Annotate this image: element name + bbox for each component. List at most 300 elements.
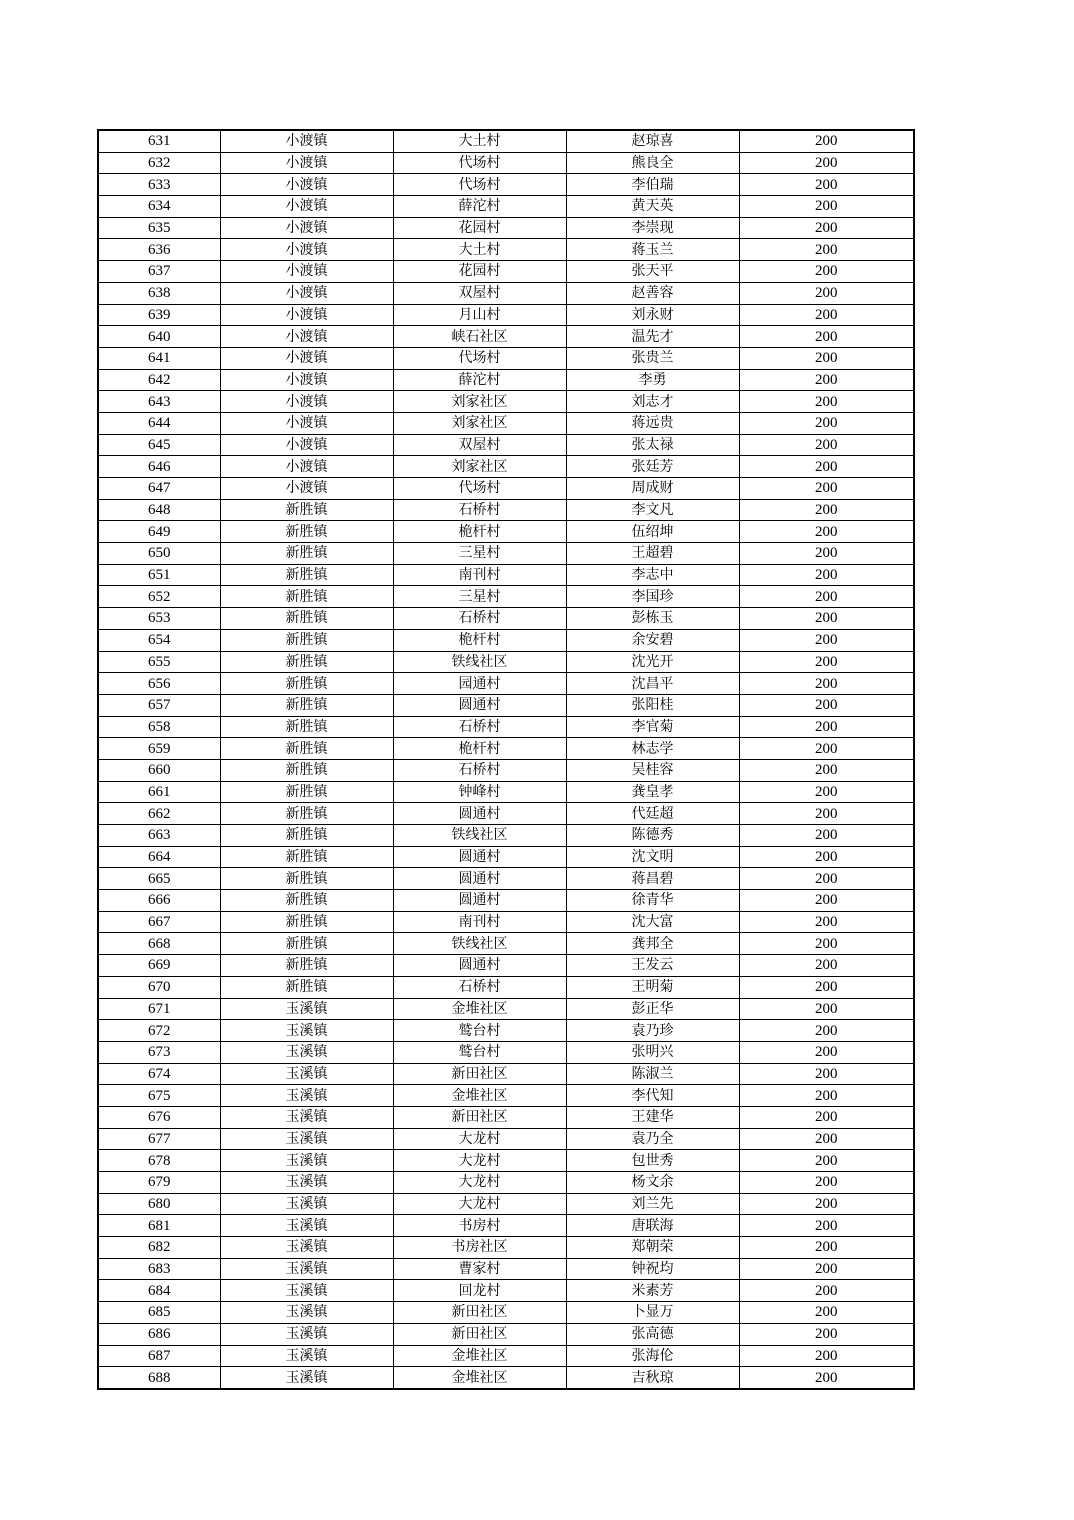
village-cell: 石桥村 xyxy=(393,976,566,998)
town-cell: 小渡镇 xyxy=(220,217,393,239)
village-cell: 峡石社区 xyxy=(393,326,566,348)
amount-cell: 200 xyxy=(739,911,914,933)
table-row xyxy=(98,868,914,890)
row-number-cell: 638 xyxy=(98,282,220,304)
amount-cell: 200 xyxy=(739,217,914,239)
table-row xyxy=(98,586,914,608)
name-cell: 钟祝均 xyxy=(566,1258,739,1280)
table-row xyxy=(98,1302,914,1324)
table-row xyxy=(98,803,914,825)
town-cell: 玉溪镇 xyxy=(220,998,393,1020)
name-cell: 余安碧 xyxy=(566,629,739,651)
name-cell: 沈文明 xyxy=(566,846,739,868)
name-cell: 卜显万 xyxy=(566,1302,739,1324)
row-number-cell: 684 xyxy=(98,1280,220,1302)
town-cell: 新胜镇 xyxy=(220,933,393,955)
village-cell: 双屋村 xyxy=(393,434,566,456)
town-cell: 新胜镇 xyxy=(220,629,393,651)
row-number-cell: 671 xyxy=(98,998,220,1020)
village-cell: 大龙村 xyxy=(393,1128,566,1150)
table-row xyxy=(98,781,914,803)
town-cell: 新胜镇 xyxy=(220,976,393,998)
town-cell: 玉溪镇 xyxy=(220,1193,393,1215)
row-number-cell: 682 xyxy=(98,1237,220,1259)
town-cell: 新胜镇 xyxy=(220,673,393,695)
amount-cell: 200 xyxy=(739,326,914,348)
name-cell: 刘永财 xyxy=(566,304,739,326)
town-cell: 小渡镇 xyxy=(220,196,393,218)
amount-cell: 200 xyxy=(739,499,914,521)
amount-cell: 200 xyxy=(739,1280,914,1302)
table-row xyxy=(98,759,914,781)
village-cell: 新田社区 xyxy=(393,1323,566,1345)
name-cell: 彭栋玉 xyxy=(566,608,739,630)
town-cell: 新胜镇 xyxy=(220,716,393,738)
town-cell: 玉溪镇 xyxy=(220,1323,393,1345)
table-row xyxy=(98,716,914,738)
table-row xyxy=(98,608,914,630)
table-row xyxy=(98,1323,914,1345)
amount-cell: 200 xyxy=(739,933,914,955)
table-body xyxy=(98,130,914,1389)
village-cell: 刘家社区 xyxy=(393,391,566,413)
amount-cell: 200 xyxy=(739,1215,914,1237)
village-cell: 花园村 xyxy=(393,261,566,283)
amount-cell: 200 xyxy=(739,456,914,478)
name-cell: 袁乃全 xyxy=(566,1128,739,1150)
table-row xyxy=(98,304,914,326)
village-cell: 圆通村 xyxy=(393,868,566,890)
name-cell: 张太禄 xyxy=(566,434,739,456)
village-cell: 南刊村 xyxy=(393,911,566,933)
row-number-cell: 637 xyxy=(98,261,220,283)
name-cell: 吴桂容 xyxy=(566,759,739,781)
name-cell: 徐青华 xyxy=(566,890,739,912)
village-cell: 刘家社区 xyxy=(393,456,566,478)
row-number-cell: 658 xyxy=(98,716,220,738)
amount-cell: 200 xyxy=(739,1302,914,1324)
town-cell: 新胜镇 xyxy=(220,543,393,565)
table-row xyxy=(98,825,914,847)
village-cell: 石桥村 xyxy=(393,608,566,630)
amount-cell: 200 xyxy=(739,282,914,304)
row-number-cell: 687 xyxy=(98,1345,220,1367)
row-number-cell: 663 xyxy=(98,825,220,847)
village-cell: 石桥村 xyxy=(393,499,566,521)
town-cell: 新胜镇 xyxy=(220,759,393,781)
row-number-cell: 673 xyxy=(98,1041,220,1063)
town-cell: 新胜镇 xyxy=(220,608,393,630)
town-cell: 小渡镇 xyxy=(220,261,393,283)
row-number-cell: 632 xyxy=(98,152,220,174)
row-number-cell: 650 xyxy=(98,543,220,565)
table-row xyxy=(98,261,914,283)
table-row xyxy=(98,933,914,955)
village-cell: 书房社区 xyxy=(393,1237,566,1259)
name-cell: 熊良全 xyxy=(566,152,739,174)
village-cell: 大龙村 xyxy=(393,1150,566,1172)
row-number-cell: 672 xyxy=(98,1020,220,1042)
village-cell: 三星村 xyxy=(393,543,566,565)
row-number-cell: 649 xyxy=(98,521,220,543)
town-cell: 新胜镇 xyxy=(220,911,393,933)
town-cell: 玉溪镇 xyxy=(220,1367,393,1389)
amount-cell: 200 xyxy=(739,434,914,456)
village-cell: 刘家社区 xyxy=(393,412,566,434)
row-number-cell: 655 xyxy=(98,651,220,673)
name-cell: 黄天英 xyxy=(566,196,739,218)
town-cell: 小渡镇 xyxy=(220,369,393,391)
amount-cell: 200 xyxy=(739,391,914,413)
name-cell: 周成财 xyxy=(566,478,739,500)
name-cell: 代廷超 xyxy=(566,803,739,825)
village-cell: 铁线社区 xyxy=(393,933,566,955)
amount-cell: 200 xyxy=(739,196,914,218)
table-row xyxy=(98,369,914,391)
table-row xyxy=(98,1215,914,1237)
town-cell: 玉溪镇 xyxy=(220,1128,393,1150)
amount-cell: 200 xyxy=(739,998,914,1020)
row-number-cell: 685 xyxy=(98,1302,220,1324)
table-row xyxy=(98,1258,914,1280)
amount-cell: 200 xyxy=(739,412,914,434)
table-row xyxy=(98,130,914,152)
village-cell: 花园村 xyxy=(393,217,566,239)
amount-cell: 200 xyxy=(739,1020,914,1042)
name-cell: 吉秋琼 xyxy=(566,1367,739,1389)
row-number-cell: 645 xyxy=(98,434,220,456)
town-cell: 玉溪镇 xyxy=(220,1020,393,1042)
table-row xyxy=(98,478,914,500)
village-cell: 新田社区 xyxy=(393,1302,566,1324)
name-cell: 李志中 xyxy=(566,564,739,586)
amount-cell: 200 xyxy=(739,152,914,174)
row-number-cell: 631 xyxy=(98,130,220,152)
amount-cell: 200 xyxy=(739,738,914,760)
table-row xyxy=(98,564,914,586)
village-cell: 圆通村 xyxy=(393,694,566,716)
name-cell: 李崇现 xyxy=(566,217,739,239)
name-cell: 沈光开 xyxy=(566,651,739,673)
village-cell: 新田社区 xyxy=(393,1063,566,1085)
row-number-cell: 647 xyxy=(98,478,220,500)
village-cell: 圆通村 xyxy=(393,803,566,825)
town-cell: 玉溪镇 xyxy=(220,1150,393,1172)
row-number-cell: 666 xyxy=(98,890,220,912)
row-number-cell: 653 xyxy=(98,608,220,630)
amount-cell: 200 xyxy=(739,868,914,890)
name-cell: 唐联海 xyxy=(566,1215,739,1237)
name-cell: 张高德 xyxy=(566,1323,739,1345)
row-number-cell: 669 xyxy=(98,955,220,977)
village-cell: 南刊村 xyxy=(393,564,566,586)
town-cell: 小渡镇 xyxy=(220,347,393,369)
village-cell: 铁线社区 xyxy=(393,651,566,673)
name-cell: 张阳桂 xyxy=(566,694,739,716)
amount-cell: 200 xyxy=(739,846,914,868)
town-cell: 新胜镇 xyxy=(220,651,393,673)
name-cell: 包世秀 xyxy=(566,1150,739,1172)
amount-cell: 200 xyxy=(739,1172,914,1194)
row-number-cell: 681 xyxy=(98,1215,220,1237)
table-row xyxy=(98,217,914,239)
table-row xyxy=(98,1345,914,1367)
town-cell: 玉溪镇 xyxy=(220,1258,393,1280)
row-number-cell: 636 xyxy=(98,239,220,261)
town-cell: 小渡镇 xyxy=(220,152,393,174)
village-cell: 月山村 xyxy=(393,304,566,326)
name-cell: 王发云 xyxy=(566,955,739,977)
table-row xyxy=(98,998,914,1020)
name-cell: 刘志才 xyxy=(566,391,739,413)
amount-cell: 200 xyxy=(739,694,914,716)
row-number-cell: 656 xyxy=(98,673,220,695)
row-number-cell: 668 xyxy=(98,933,220,955)
village-cell: 桅杆村 xyxy=(393,521,566,543)
amount-cell: 200 xyxy=(739,1237,914,1259)
amount-cell: 200 xyxy=(739,781,914,803)
amount-cell: 200 xyxy=(739,890,914,912)
amount-cell: 200 xyxy=(739,478,914,500)
name-cell: 赵琼喜 xyxy=(566,130,739,152)
town-cell: 新胜镇 xyxy=(220,694,393,716)
amount-cell: 200 xyxy=(739,1041,914,1063)
village-cell: 圆通村 xyxy=(393,846,566,868)
amount-cell: 200 xyxy=(739,608,914,630)
row-number-cell: 657 xyxy=(98,694,220,716)
table-row xyxy=(98,391,914,413)
amount-cell: 200 xyxy=(739,651,914,673)
amount-cell: 200 xyxy=(739,1367,914,1389)
table-row xyxy=(98,911,914,933)
table-row xyxy=(98,174,914,196)
name-cell: 张廷芳 xyxy=(566,456,739,478)
village-cell: 钟峰村 xyxy=(393,781,566,803)
amount-cell: 200 xyxy=(739,1345,914,1367)
row-number-cell: 651 xyxy=(98,564,220,586)
table-row xyxy=(98,326,914,348)
amount-cell: 200 xyxy=(739,629,914,651)
table-row xyxy=(98,1150,914,1172)
table-row xyxy=(98,738,914,760)
amount-cell: 200 xyxy=(739,521,914,543)
row-number-cell: 676 xyxy=(98,1106,220,1128)
table-row xyxy=(98,629,914,651)
village-cell: 三星村 xyxy=(393,586,566,608)
name-cell: 陈德秀 xyxy=(566,825,739,847)
name-cell: 张海伦 xyxy=(566,1345,739,1367)
table-row xyxy=(98,1041,914,1063)
row-number-cell: 644 xyxy=(98,412,220,434)
amount-cell: 200 xyxy=(739,564,914,586)
amount-cell: 200 xyxy=(739,759,914,781)
table-row xyxy=(98,694,914,716)
amount-cell: 200 xyxy=(739,1063,914,1085)
amount-cell: 200 xyxy=(739,239,914,261)
name-cell: 蒋昌碧 xyxy=(566,868,739,890)
name-cell: 蒋远贵 xyxy=(566,412,739,434)
village-cell: 金堆社区 xyxy=(393,1345,566,1367)
amount-cell: 200 xyxy=(739,955,914,977)
name-cell: 王超碧 xyxy=(566,543,739,565)
town-cell: 小渡镇 xyxy=(220,174,393,196)
village-cell: 圆通村 xyxy=(393,955,566,977)
table-row xyxy=(98,239,914,261)
row-number-cell: 667 xyxy=(98,911,220,933)
table-row xyxy=(98,1085,914,1107)
table-row xyxy=(98,434,914,456)
town-cell: 小渡镇 xyxy=(220,434,393,456)
town-cell: 新胜镇 xyxy=(220,521,393,543)
name-cell: 彭正华 xyxy=(566,998,739,1020)
village-cell: 金堆社区 xyxy=(393,1085,566,1107)
amount-cell: 200 xyxy=(739,586,914,608)
amount-cell: 200 xyxy=(739,543,914,565)
name-cell: 张天平 xyxy=(566,261,739,283)
table-row xyxy=(98,846,914,868)
amount-cell: 200 xyxy=(739,369,914,391)
row-number-cell: 670 xyxy=(98,976,220,998)
amount-cell: 200 xyxy=(739,673,914,695)
town-cell: 新胜镇 xyxy=(220,825,393,847)
table-row xyxy=(98,1367,914,1389)
amount-cell: 200 xyxy=(739,1193,914,1215)
amount-cell: 200 xyxy=(739,1085,914,1107)
table-row xyxy=(98,412,914,434)
row-number-cell: 679 xyxy=(98,1172,220,1194)
row-number-cell: 688 xyxy=(98,1367,220,1389)
town-cell: 小渡镇 xyxy=(220,412,393,434)
name-cell: 李勇 xyxy=(566,369,739,391)
amount-cell: 200 xyxy=(739,803,914,825)
data-table xyxy=(97,129,915,1390)
town-cell: 玉溪镇 xyxy=(220,1237,393,1259)
village-cell: 双屋村 xyxy=(393,282,566,304)
row-number-cell: 659 xyxy=(98,738,220,760)
town-cell: 玉溪镇 xyxy=(220,1280,393,1302)
town-cell: 新胜镇 xyxy=(220,803,393,825)
village-cell: 大龙村 xyxy=(393,1193,566,1215)
town-cell: 玉溪镇 xyxy=(220,1345,393,1367)
town-cell: 小渡镇 xyxy=(220,239,393,261)
town-cell: 玉溪镇 xyxy=(220,1041,393,1063)
town-cell: 新胜镇 xyxy=(220,890,393,912)
row-number-cell: 674 xyxy=(98,1063,220,1085)
row-number-cell: 675 xyxy=(98,1085,220,1107)
village-cell: 大土村 xyxy=(393,130,566,152)
name-cell: 沈昌平 xyxy=(566,673,739,695)
name-cell: 龚皇孝 xyxy=(566,781,739,803)
row-number-cell: 634 xyxy=(98,196,220,218)
village-cell: 鹫台村 xyxy=(393,1041,566,1063)
table-row xyxy=(98,651,914,673)
name-cell: 陈淑兰 xyxy=(566,1063,739,1085)
town-cell: 新胜镇 xyxy=(220,586,393,608)
name-cell: 沈大富 xyxy=(566,911,739,933)
village-cell: 回龙村 xyxy=(393,1280,566,1302)
town-cell: 小渡镇 xyxy=(220,478,393,500)
amount-cell: 200 xyxy=(739,1323,914,1345)
name-cell: 李国珍 xyxy=(566,586,739,608)
name-cell: 米素芳 xyxy=(566,1280,739,1302)
table-row xyxy=(98,1106,914,1128)
town-cell: 新胜镇 xyxy=(220,499,393,521)
table-row xyxy=(98,1237,914,1259)
row-number-cell: 642 xyxy=(98,369,220,391)
village-cell: 曹家村 xyxy=(393,1258,566,1280)
row-number-cell: 678 xyxy=(98,1150,220,1172)
name-cell: 李官菊 xyxy=(566,716,739,738)
village-cell: 园通村 xyxy=(393,673,566,695)
row-number-cell: 648 xyxy=(98,499,220,521)
name-cell: 温先才 xyxy=(566,326,739,348)
table-row xyxy=(98,152,914,174)
row-number-cell: 635 xyxy=(98,217,220,239)
table-row xyxy=(98,890,914,912)
town-cell: 小渡镇 xyxy=(220,391,393,413)
row-number-cell: 641 xyxy=(98,347,220,369)
village-cell: 圆通村 xyxy=(393,890,566,912)
table-row xyxy=(98,1280,914,1302)
row-number-cell: 633 xyxy=(98,174,220,196)
row-number-cell: 683 xyxy=(98,1258,220,1280)
amount-cell: 200 xyxy=(739,716,914,738)
name-cell: 李文凡 xyxy=(566,499,739,521)
village-cell: 鹫台村 xyxy=(393,1020,566,1042)
name-cell: 袁乃珍 xyxy=(566,1020,739,1042)
amount-cell: 200 xyxy=(739,261,914,283)
village-cell: 代场村 xyxy=(393,152,566,174)
town-cell: 玉溪镇 xyxy=(220,1172,393,1194)
village-cell: 薛沱村 xyxy=(393,196,566,218)
name-cell: 杨文余 xyxy=(566,1172,739,1194)
row-number-cell: 664 xyxy=(98,846,220,868)
amount-cell: 200 xyxy=(739,1258,914,1280)
table-row xyxy=(98,673,914,695)
town-cell: 玉溪镇 xyxy=(220,1085,393,1107)
amount-cell: 200 xyxy=(739,825,914,847)
town-cell: 玉溪镇 xyxy=(220,1215,393,1237)
town-cell: 玉溪镇 xyxy=(220,1302,393,1324)
table-row xyxy=(98,456,914,478)
table-row xyxy=(98,347,914,369)
name-cell: 王明菊 xyxy=(566,976,739,998)
town-cell: 新胜镇 xyxy=(220,846,393,868)
village-cell: 代场村 xyxy=(393,174,566,196)
town-cell: 小渡镇 xyxy=(220,304,393,326)
row-number-cell: 662 xyxy=(98,803,220,825)
row-number-cell: 680 xyxy=(98,1193,220,1215)
row-number-cell: 660 xyxy=(98,759,220,781)
town-cell: 小渡镇 xyxy=(220,282,393,304)
table-row xyxy=(98,955,914,977)
name-cell: 张贵兰 xyxy=(566,347,739,369)
town-cell: 玉溪镇 xyxy=(220,1106,393,1128)
village-cell: 书房村 xyxy=(393,1215,566,1237)
row-number-cell: 643 xyxy=(98,391,220,413)
name-cell: 赵善容 xyxy=(566,282,739,304)
table-row xyxy=(98,1193,914,1215)
village-cell: 大龙村 xyxy=(393,1172,566,1194)
village-cell: 代场村 xyxy=(393,347,566,369)
name-cell: 李伯瑞 xyxy=(566,174,739,196)
table-row xyxy=(98,521,914,543)
village-cell: 新田社区 xyxy=(393,1106,566,1128)
village-cell: 石桥村 xyxy=(393,716,566,738)
town-cell: 小渡镇 xyxy=(220,130,393,152)
table-row xyxy=(98,282,914,304)
row-number-cell: 665 xyxy=(98,868,220,890)
